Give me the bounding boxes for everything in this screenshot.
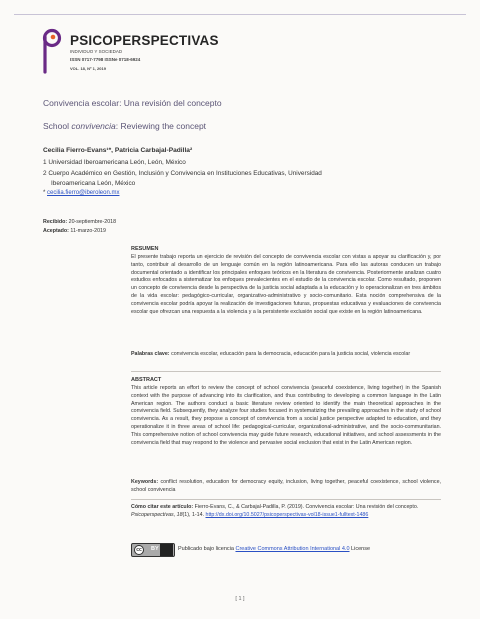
journal-name: PSICOPERSPECTIVAS xyxy=(70,33,219,48)
title-english: School convivencia: Reviewing the concept xyxy=(43,121,207,131)
article-dates: Recibido: 20-septiembre-2018 Aceptado: 11-marzo-2019 xyxy=(43,219,117,234)
by-label: BY xyxy=(151,546,159,552)
author-list: Cecilia Fierro-Evans¹*, Patricia Carbajal-Padilla² xyxy=(43,147,193,154)
cc-by-badge[interactable] xyxy=(131,543,175,557)
abstract-heading: ABSTRACT xyxy=(131,377,162,383)
received-date: 20-septiembre-2018 xyxy=(68,219,117,225)
citation: Cómo citar este artículo: Fierro-Evans, C., & Carbajal-Padilla, P. (2019). Convivencia escolar: Una revisión del concepto. Psicoperspectivas, 18(1), 1-14. http://dx.doi.org/10.5027/psicoperspectivas-vol18-issue1-fulltext-1486 xyxy=(131,504,419,518)
affiliation-1: 1 Universidad Iberoamericana León, León, México xyxy=(43,159,186,166)
abstract-text: This article reports an effort to review the concept of school convivencia (peaceful coexistence, living together) in the Spanish context with the purpose of advancing into its clarification, and thus contributing to developing a common language in the Latin American region. The authors conduct a basic literature review oriented to identify the main theoretical approaches in the convivencia field. Subsequently, they analyze four studies focused in systematizing the prevailing approaches in the study of school convivencia. As a result, they propose a concept of convivencia from a social justice perspective adapted to education, and they operationalize it in three areas of school life: pedagogical-curricular, organizational-administrative, and the socio-communitarian. This comprehensive notion of school convivencia may guide future research, educational initiatives, and school assessments in the convivencia field that may respond to the violence and pervasive social exclusion that exist in the Latin American region. xyxy=(131,385,441,446)
corresponding-email xyxy=(43,190,119,196)
accepted-date: 11-marzo-2019 xyxy=(70,228,106,234)
keywords: Keywords: conflict resolution, education for democracy equity, inclusion, living together, peaceful coexistence, school violence, school convivencia xyxy=(131,479,441,493)
attribution-icon xyxy=(160,544,173,556)
header-rule xyxy=(14,14,466,15)
resumen-heading: RESUMEN xyxy=(131,246,159,252)
title-spanish: Convivencia escolar: Una revisión del concepto xyxy=(43,98,222,108)
email-marker: * xyxy=(43,190,46,196)
email-link[interactable]: cecilia.fierro@iberoleon.mx xyxy=(47,190,120,196)
license-text: Publicado bajo licencia Creative Commons Attribution International 4.0 License xyxy=(178,546,371,552)
license-link[interactable]: Creative Commons Attribution International 4.0 xyxy=(235,546,350,552)
journal-logo-icon xyxy=(36,24,66,76)
issn: ISSN 0717-7798 ISSNe 0718-6924 xyxy=(70,57,141,62)
palabras-clave: Palabras clave: convivencia escolar, educación para la democracia, educación para la justicia social, violencia escolar xyxy=(131,351,411,357)
resumen-text: El presente trabajo reporta un ejercicio de revisión del concepto de convivencia escolar con vistas a apoyar su clarificación y, por tanto, contribuir al desarrollo de un lenguaje común en la región latinoamericana. Para ello las autoras conducen un trabajo documental orientado a identificar los principales enfoques teóricos en la literatura de convivencia. Posteriormente analizan cuatro estudios enfocados a sistematizar los enfoques prevalecientes en el estudio de la convivencia escolar. Como resultado, proponen un concepto de convivencia desde la perspectiva de la justicia social adaptada a la educación y lo operacionalizan en tres ámbitos de la vida escolar: pedagógico-curricular, organizativo-administrativo y socio-comunitario. Esta noción comprehensiva de la convivencia escolar podría apoyar la realización de investigaciones futuras, propuestas educativas y evaluaciones de convivencia escolar que ofrezcan una respuesta a la violencia y a la persistente exclusión social que existe en la región latinoamericana. xyxy=(131,254,441,315)
doi-link[interactable]: http://dx.doi.org/10.5027/psicoperspectivas-vol18-issue1-fulltext-1486 xyxy=(205,512,369,518)
page-number: [ 1 ] xyxy=(235,596,245,602)
section-divider xyxy=(131,371,441,372)
affiliation-2-continued: Iberoamericana León, México xyxy=(51,180,136,187)
cc-icon: cc xyxy=(134,545,144,555)
affiliation-2: 2 Cuerpo Académico en Gestión, Inclusión y Convivencia en Instituciones Educativas, Universidad xyxy=(43,170,322,177)
journal-subtitle: INDIVIDUO Y SOCIEDAD xyxy=(70,49,123,54)
volume-info: VOL. 18, Nº 1, 2019 xyxy=(70,66,106,71)
section-divider-2 xyxy=(131,499,441,500)
